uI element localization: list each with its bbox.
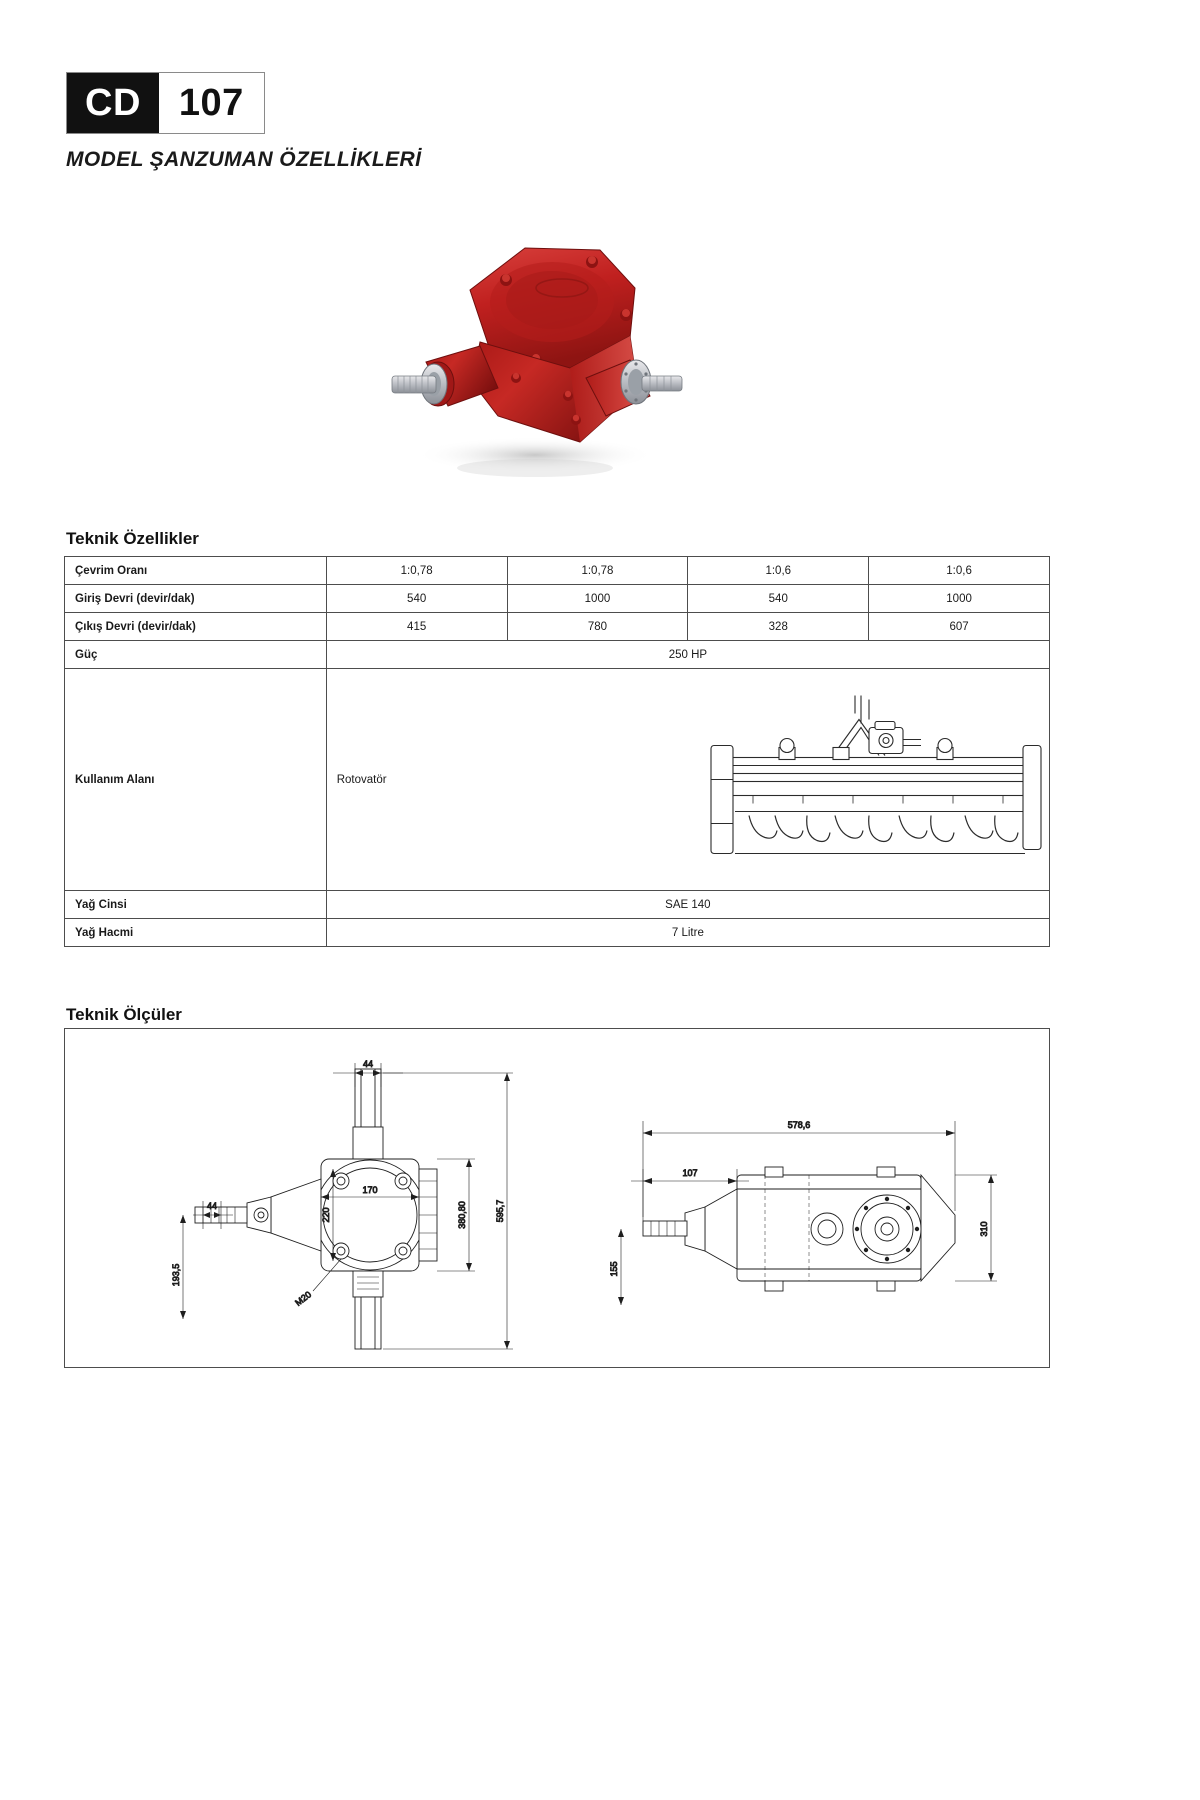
right-view-drawing <box>609 1120 997 1305</box>
dimensions-section-title: Teknik Ölçüler <box>66 1005 182 1024</box>
badge-prefix: CD <box>67 73 159 133</box>
dim-side-body-height: 310 <box>979 1221 989 1237</box>
power-value: 250 HP <box>326 641 1049 669</box>
oil-type-label: Yağ Cinsi <box>65 891 327 919</box>
spec-value: 1:0,78 <box>326 557 507 585</box>
dim-shaft-length: 193,5 <box>171 1263 181 1287</box>
spec-value: 415 <box>326 613 507 641</box>
spec-value: 1:0,78 <box>507 557 688 585</box>
spec-value: 1000 <box>507 585 688 613</box>
product-photo <box>330 210 730 500</box>
spec-value: 1:0,6 <box>869 557 1050 585</box>
spec-value: 607 <box>869 613 1050 641</box>
dim-overall-width: 578,6 <box>787 1120 811 1130</box>
spec-value: 1:0,6 <box>688 557 869 585</box>
model-badge <box>66 72 265 134</box>
usage-label: Kullanım Alanı <box>65 669 327 891</box>
dim-circle-dia: 220 <box>321 1207 331 1223</box>
dim-shaft-height: 155 <box>609 1261 619 1277</box>
dim-body-height: 380,80 <box>457 1201 467 1229</box>
technical-specs-table <box>64 556 1050 947</box>
page-subtitle: MODEL ŞANZUMAN ÖZELLİKLERİ <box>66 148 422 171</box>
table-row-oil-type <box>65 891 1050 919</box>
table-row <box>65 585 1050 613</box>
dim-shaft-width: 44 <box>206 1201 218 1211</box>
spec-value: 1000 <box>869 585 1050 613</box>
technical-drawings <box>65 1029 1049 1367</box>
usage-cell <box>326 669 1049 891</box>
spec-value: 540 <box>688 585 869 613</box>
spec-value: 540 <box>326 585 507 613</box>
spec-value: 328 <box>688 613 869 641</box>
rotovator-illustration <box>683 683 1043 876</box>
spec-label: Giriş Devri (devir/dak) <box>65 585 327 613</box>
dim-top-width: 44 <box>362 1059 374 1069</box>
table-row-usage <box>65 669 1050 891</box>
spec-value: 780 <box>507 613 688 641</box>
table-row <box>65 613 1050 641</box>
spec-label: Çıkış Devri (devir/dak) <box>65 613 327 641</box>
usage-value: Rotovatör <box>336 773 387 786</box>
page-header <box>66 72 421 172</box>
badge-number: 107 <box>159 73 264 133</box>
dim-flange-width: 107 <box>682 1168 698 1178</box>
left-view-drawing <box>171 1059 513 1349</box>
dimensions-drawing-box <box>64 1028 1050 1368</box>
dim-overall-height: 595,7 <box>495 1199 505 1223</box>
table-row-oil-volume <box>65 919 1050 947</box>
specs-section-title: Teknik Özellikler <box>66 529 199 548</box>
spec-label: Çevrim Oranı <box>65 557 327 585</box>
table-row <box>65 557 1050 585</box>
table-row-power <box>65 641 1050 669</box>
oil-volume-value: 7 Litre <box>326 919 1049 947</box>
oil-type-value: SAE 140 <box>326 891 1049 919</box>
dim-inner-width: 170 <box>362 1185 378 1195</box>
dim-bolt-spec: M20 <box>293 1289 314 1308</box>
power-label: Güç <box>65 641 327 669</box>
gearbox-illustration <box>330 210 730 500</box>
oil-volume-label: Yağ Hacmi <box>65 919 327 947</box>
